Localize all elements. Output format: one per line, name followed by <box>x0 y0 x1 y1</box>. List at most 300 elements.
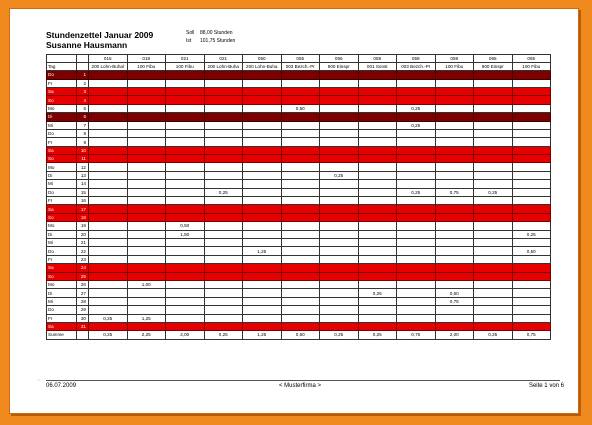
summe-cell: 0,25 <box>204 331 243 339</box>
hours-cell <box>320 306 359 314</box>
hours-cell <box>127 272 166 280</box>
column-code: 018 <box>127 55 166 63</box>
hours-cell <box>474 280 513 288</box>
hours-cell <box>166 138 205 146</box>
day-row <box>47 222 551 230</box>
hours-cell <box>397 247 436 255</box>
hours-cell <box>512 289 551 297</box>
hours-cell <box>166 113 205 121</box>
hours-cell <box>435 314 474 322</box>
weekday: Mi <box>47 239 77 247</box>
day-row <box>47 129 551 137</box>
hours-cell <box>512 79 551 87</box>
hours-cell <box>166 180 205 188</box>
hours-cell <box>358 297 397 305</box>
weekday: Mo <box>47 222 77 230</box>
hours-cell <box>512 306 551 314</box>
weekday: Fr <box>47 314 77 322</box>
weekday: Mo <box>47 104 77 112</box>
hours-cell <box>397 230 436 238</box>
day-number: 19 <box>77 222 89 230</box>
hours-cell <box>397 222 436 230</box>
hours-cell <box>435 322 474 330</box>
hours-cell <box>512 222 551 230</box>
hours-cell <box>166 104 205 112</box>
footer-page-number: Seite 1 von 6 <box>528 383 564 389</box>
hours-cell <box>512 71 551 79</box>
column-code: 021 <box>166 55 205 63</box>
hours-cell: 0,25 <box>474 188 513 196</box>
hours-cell <box>127 79 166 87</box>
document-title-block <box>46 30 153 50</box>
hours-cell <box>281 71 320 79</box>
hours-cell <box>358 163 397 171</box>
hours-cell <box>243 197 282 205</box>
hours-cell <box>358 322 397 330</box>
hours-cell: 1,25 <box>127 314 166 322</box>
summe-cell: 2,25 <box>127 331 166 339</box>
weekday: Sa <box>47 322 77 330</box>
hours-cell <box>435 113 474 121</box>
hours-cell <box>243 222 282 230</box>
summe-cell: 0,25 <box>89 331 128 339</box>
hours-cell <box>281 213 320 221</box>
day-number: 27 <box>77 289 89 297</box>
column-code: 015 <box>89 55 128 63</box>
hours-cell <box>474 247 513 255</box>
hours-cell <box>281 138 320 146</box>
hours-cell <box>204 155 243 163</box>
hours-cell <box>435 272 474 280</box>
hours-cell <box>127 306 166 314</box>
hours-cell <box>358 280 397 288</box>
summe-cell: 0,25 <box>358 331 397 339</box>
hours-cell <box>243 230 282 238</box>
day-number: 11 <box>77 155 89 163</box>
hours-cell <box>166 306 205 314</box>
hours-cell <box>320 205 359 213</box>
hours-cell <box>320 87 359 95</box>
column-label: 003 Bezch.-Pr <box>281 63 320 71</box>
column-code: 055 <box>281 55 320 63</box>
hours-cell <box>89 297 128 305</box>
day-number: 14 <box>77 180 89 188</box>
hours-cell <box>281 96 320 104</box>
day-number: 21 <box>77 239 89 247</box>
hours-cell <box>166 314 205 322</box>
summe-cell: 1,25 <box>243 331 282 339</box>
hours-cell <box>127 129 166 137</box>
hours-cell <box>89 163 128 171</box>
hours-cell: 0,25 <box>397 121 436 129</box>
hours-cell <box>435 104 474 112</box>
hours-cell <box>435 306 474 314</box>
day-number: 18 <box>77 213 89 221</box>
day-row <box>47 87 551 95</box>
hours-cell <box>358 87 397 95</box>
hours-cell <box>166 96 205 104</box>
hours-cell <box>474 255 513 263</box>
day-number: 31 <box>77 322 89 330</box>
hours-cell <box>127 180 166 188</box>
hours-cell <box>512 155 551 163</box>
day-row <box>47 121 551 129</box>
hours-cell <box>166 289 205 297</box>
hours-cell <box>166 129 205 137</box>
hours-cell <box>474 96 513 104</box>
day-number: 28 <box>77 297 89 305</box>
hours-cell <box>281 87 320 95</box>
day-number: 26 <box>77 280 89 288</box>
hours-cell <box>243 121 282 129</box>
hours-cell <box>166 79 205 87</box>
hours-cell <box>89 171 128 179</box>
day-number: 20 <box>77 230 89 238</box>
hours-cell <box>243 180 282 188</box>
hours-cell <box>320 255 359 263</box>
hours-cell <box>397 79 436 87</box>
day-row <box>47 289 551 297</box>
summe-label: Summe <box>47 331 77 339</box>
hours-cell <box>281 289 320 297</box>
weekday: Sa <box>47 264 77 272</box>
hours-cell <box>512 104 551 112</box>
hours-cell <box>89 96 128 104</box>
day-number: 30 <box>77 314 89 322</box>
hours-cell <box>512 113 551 121</box>
hours-cell <box>474 297 513 305</box>
hours-cell <box>89 180 128 188</box>
weekday: Do <box>47 306 77 314</box>
hours-cell <box>474 322 513 330</box>
hours-cell <box>243 96 282 104</box>
hours-cell <box>435 264 474 272</box>
hours-cell <box>474 138 513 146</box>
hours-cell <box>512 239 551 247</box>
hours-cell <box>435 280 474 288</box>
hours-cell <box>127 205 166 213</box>
hours-cell <box>320 247 359 255</box>
day-row <box>47 197 551 205</box>
hours-cell <box>281 272 320 280</box>
hours-cell <box>320 79 359 87</box>
hours-cell <box>512 163 551 171</box>
hours-cell <box>127 87 166 95</box>
hours-cell <box>358 146 397 154</box>
day-number: 13 <box>77 171 89 179</box>
hours-cell: 0,75 <box>435 297 474 305</box>
hours-summary <box>186 30 235 45</box>
column-code: 021 <box>204 55 243 63</box>
hours-cell <box>204 96 243 104</box>
hours-cell <box>127 71 166 79</box>
hours-cell <box>358 171 397 179</box>
hours-cell <box>204 113 243 121</box>
summe-cell: 2,00 <box>435 331 474 339</box>
hours-cell <box>127 104 166 112</box>
hours-cell <box>320 163 359 171</box>
hours-cell <box>358 188 397 196</box>
hours-cell <box>127 155 166 163</box>
day-row <box>47 272 551 280</box>
weekday: Sa <box>47 146 77 154</box>
day-row <box>47 79 551 87</box>
column-label: 200 Lohn-Buha <box>204 63 243 71</box>
hours-cell <box>166 71 205 79</box>
weekday: Di <box>47 289 77 297</box>
hours-cell <box>89 255 128 263</box>
hours-cell <box>512 197 551 205</box>
summe-cell: 0,25 <box>474 331 513 339</box>
hours-cell <box>358 272 397 280</box>
weekday: Sa <box>47 87 77 95</box>
hours-cell <box>397 146 436 154</box>
hours-cell <box>89 104 128 112</box>
hours-cell <box>281 79 320 87</box>
hours-cell <box>243 155 282 163</box>
hours-cell <box>320 113 359 121</box>
hours-cell <box>474 155 513 163</box>
hours-cell <box>204 230 243 238</box>
hours-cell <box>474 205 513 213</box>
hours-cell <box>127 322 166 330</box>
hours-cell <box>512 280 551 288</box>
hours-cell <box>358 71 397 79</box>
hours-cell <box>204 180 243 188</box>
hours-cell <box>204 71 243 79</box>
weekday: Fr <box>47 79 77 87</box>
day-row <box>47 280 551 288</box>
hours-cell <box>512 205 551 213</box>
column-code: 059 <box>397 55 436 63</box>
hours-cell <box>512 213 551 221</box>
hours-cell <box>358 155 397 163</box>
hours-cell <box>320 289 359 297</box>
hours-cell <box>397 155 436 163</box>
hours-cell <box>435 230 474 238</box>
day-number: 12 <box>77 163 89 171</box>
column-code: 059 <box>435 55 474 63</box>
hours-cell: 0,25 <box>204 188 243 196</box>
header-blank <box>77 63 89 71</box>
hours-cell <box>358 79 397 87</box>
column-code: 055 <box>320 55 359 63</box>
hours-cell <box>243 113 282 121</box>
column-label: 100 Fibu <box>127 63 166 71</box>
hours-cell <box>243 272 282 280</box>
hours-cell <box>474 113 513 121</box>
hours-cell <box>166 171 205 179</box>
hours-cell <box>320 121 359 129</box>
hours-cell <box>281 247 320 255</box>
timesheet-page <box>9 8 579 414</box>
hours-cell <box>281 306 320 314</box>
hours-cell <box>204 197 243 205</box>
day-number: 16 <box>77 197 89 205</box>
hours-cell <box>358 239 397 247</box>
hours-cell <box>204 138 243 146</box>
hours-cell <box>358 213 397 221</box>
hours-cell <box>204 146 243 154</box>
hours-cell <box>358 104 397 112</box>
hours-cell <box>474 79 513 87</box>
summe-cell: 0,75 <box>512 331 551 339</box>
weekday: Fr <box>47 255 77 263</box>
day-number: 25 <box>77 272 89 280</box>
hours-cell <box>127 230 166 238</box>
day-number: 15 <box>77 188 89 196</box>
weekday: Sa <box>47 205 77 213</box>
day-number: 4 <box>77 96 89 104</box>
hours-cell <box>474 163 513 171</box>
hours-cell <box>281 188 320 196</box>
hours-cell <box>320 71 359 79</box>
hours-cell <box>397 289 436 297</box>
hours-cell: 0,50 <box>166 222 205 230</box>
hours-cell <box>397 239 436 247</box>
hours-cell <box>204 255 243 263</box>
hours-cell <box>474 87 513 95</box>
weekday: So <box>47 272 77 280</box>
hours-cell <box>281 113 320 121</box>
day-number: 8 <box>77 129 89 137</box>
day-row <box>47 230 551 238</box>
hours-cell <box>281 171 320 179</box>
day-row <box>47 163 551 171</box>
day-row <box>47 255 551 263</box>
hours-cell: 1,50 <box>166 230 205 238</box>
footer-company: < Musterfirma > <box>279 383 322 389</box>
hours-cell <box>435 129 474 137</box>
hours-cell: 1,00 <box>127 280 166 288</box>
hours-cell <box>243 146 282 154</box>
day-row <box>47 71 551 79</box>
soll-label: Soll <box>186 30 195 36</box>
column-label: 001 Sonst <box>358 63 397 71</box>
hours-cell <box>243 87 282 95</box>
day-number: 29 <box>77 306 89 314</box>
hours-cell <box>127 213 166 221</box>
day-row <box>47 155 551 163</box>
hours-cell <box>243 71 282 79</box>
hours-cell <box>166 163 205 171</box>
day-number: 24 <box>77 264 89 272</box>
soll-value: 88,00 Stunden <box>200 30 233 36</box>
hours-cell <box>127 297 166 305</box>
hours-cell <box>89 322 128 330</box>
ist-label: Ist <box>186 37 192 44</box>
day-number: 9 <box>77 138 89 146</box>
hours-cell <box>474 230 513 238</box>
hours-cell <box>397 180 436 188</box>
hours-cell <box>166 146 205 154</box>
day-row <box>47 180 551 188</box>
hours-cell <box>89 146 128 154</box>
column-label: 100 Fibu <box>435 63 474 71</box>
day-row <box>47 213 551 221</box>
hours-cell <box>435 180 474 188</box>
summe-cell: 0,50 <box>281 331 320 339</box>
hours-cell <box>320 280 359 288</box>
hours-cell <box>358 138 397 146</box>
hours-cell <box>474 264 513 272</box>
hours-cell <box>435 96 474 104</box>
hours-cell <box>512 87 551 95</box>
day-row <box>47 171 551 179</box>
hours-cell <box>281 239 320 247</box>
column-code: 059 <box>358 55 397 63</box>
weekday: Mo <box>47 163 77 171</box>
hours-cell <box>397 163 436 171</box>
hours-cell <box>474 222 513 230</box>
hours-cell <box>204 171 243 179</box>
hours-cell <box>358 129 397 137</box>
column-code: 050 <box>243 55 282 63</box>
hours-cell <box>127 255 166 263</box>
hours-cell <box>320 222 359 230</box>
hours-cell <box>243 138 282 146</box>
hours-cell <box>320 314 359 322</box>
hours-cell <box>166 297 205 305</box>
hours-cell <box>281 230 320 238</box>
day-number: 10 <box>77 146 89 154</box>
timesheet-table <box>46 54 551 340</box>
weekday: Mi <box>47 180 77 188</box>
hours-cell <box>166 255 205 263</box>
hours-cell <box>474 272 513 280</box>
hours-cell <box>320 264 359 272</box>
day-row <box>47 146 551 154</box>
hours-cell <box>127 247 166 255</box>
hours-cell <box>243 289 282 297</box>
hours-cell <box>89 272 128 280</box>
hours-cell <box>89 230 128 238</box>
day-row <box>47 104 551 112</box>
hours-cell <box>243 213 282 221</box>
hours-cell <box>512 264 551 272</box>
hours-cell <box>474 171 513 179</box>
hours-cell <box>281 322 320 330</box>
hours-cell <box>435 213 474 221</box>
hours-cell <box>358 306 397 314</box>
hours-cell <box>512 297 551 305</box>
hours-cell <box>281 222 320 230</box>
hours-cell <box>204 272 243 280</box>
hours-cell <box>435 197 474 205</box>
hours-cell <box>166 121 205 129</box>
hours-cell <box>127 188 166 196</box>
hours-cell <box>243 171 282 179</box>
hours-cell <box>474 213 513 221</box>
hours-cell: 0,25 <box>397 188 436 196</box>
hours-cell <box>89 222 128 230</box>
summe-row <box>47 331 551 339</box>
hours-cell <box>435 247 474 255</box>
weekday: So <box>47 155 77 163</box>
hours-cell <box>243 129 282 137</box>
hours-cell <box>89 306 128 314</box>
hours-cell <box>474 239 513 247</box>
hours-cell <box>204 289 243 297</box>
hours-cell <box>397 113 436 121</box>
day-row <box>47 306 551 314</box>
hours-cell <box>127 146 166 154</box>
footer-divider <box>46 380 560 381</box>
header-blank <box>77 55 89 63</box>
day-row <box>47 113 551 121</box>
hours-cell <box>474 197 513 205</box>
hours-cell <box>320 96 359 104</box>
